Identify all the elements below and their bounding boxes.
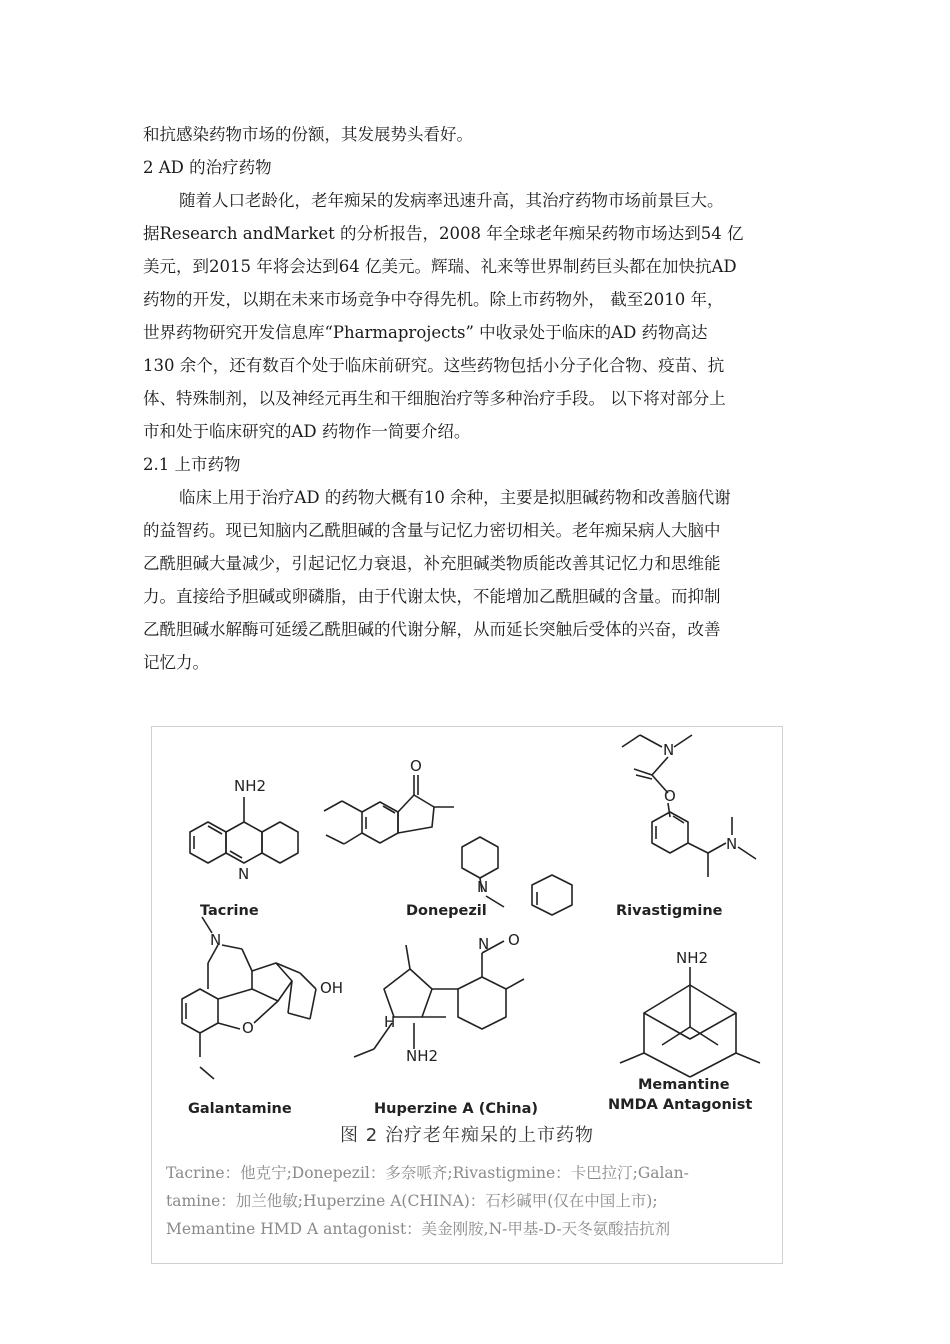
memantine-name: Memantine — [638, 1077, 730, 1093]
rivastigmine-structure — [622, 735, 756, 877]
memantine-structure — [620, 967, 760, 1077]
caption-line: tamine：加兰他敏;Huperzine A(CHINA)：石杉碱甲(仅在中国上市); — [166, 1192, 658, 1210]
huperzine-n-label: N — [478, 935, 490, 953]
paragraph-line: 据Research andMarket 的分析报告，2008 年全球老年痴呆药物市场达到54 亿 — [143, 224, 744, 243]
rivastigmine-name: Rivastigmine — [616, 903, 723, 919]
tacrine-n-label: N — [238, 865, 250, 883]
paragraph-line: 130 余个，还有数百个处于临床前研究。这些药物包括小分子化合物、疫苗、抗 — [143, 356, 725, 375]
rivastigmine-n-label: N — [663, 741, 675, 759]
caption-line: Tacrine：他克宁;Donepezil：多奈哌齐;Rivastigmine：卡巴拉汀;Galan- — [166, 1164, 689, 1182]
paragraph-line: 药物的开发，以期在未来市场竞争中夺得先机。除上市药物外， 截至2010 年， — [143, 290, 724, 309]
figure-drug-structures — [151, 726, 783, 1264]
donepezil-structure — [324, 775, 572, 915]
rivastigmine-n2-label: N — [726, 835, 738, 853]
paragraph-line: 世界药物研究开发信息库“Pharmaprojects” 中收录处于临床的AD 药物高达 — [143, 323, 708, 342]
donepezil-n-label: N — [477, 878, 489, 896]
paragraph-line: 记忆力。 — [143, 653, 209, 672]
donepezil-name: Donepezil — [406, 903, 487, 919]
paragraph-line: 乙酰胆碱水解酶可延缓乙酰胆碱的代谢分解，从而延长突触后受体的兴奋，改善 — [143, 620, 721, 639]
tacrine-name: Tacrine — [200, 903, 259, 919]
huperzine-structure — [354, 941, 524, 1057]
huperzine-o-label: O — [508, 931, 520, 949]
paragraph-line: 乙酰胆碱大量减少，引起记忆力衰退，补充胆碱类物质能改善其记忆力和思维能 — [143, 554, 721, 573]
tacrine-nh2-label: NH2 — [234, 777, 267, 795]
donepezil-o-label: O — [410, 757, 422, 775]
figure-title: 图 2 治疗老年痴呆的上市药物 — [340, 1125, 594, 1146]
galantamine-structure — [182, 917, 316, 1079]
tacrine-structure — [190, 797, 298, 863]
galantamine-oh-label: OH — [320, 979, 344, 997]
paragraph-line: 力。直接给予胆碱或卵磷脂，由于代谢太快，不能增加乙酰胆碱的含量。而抑制 — [143, 587, 721, 606]
huperzine-nh2-label: NH2 — [406, 1047, 439, 1065]
section-heading-2-1: 2.1 上市药物 — [143, 455, 241, 474]
structures-illustration — [152, 727, 782, 1127]
huperzine-name: Huperzine A (China) — [374, 1101, 539, 1117]
paragraph-line: 市和处于临床研究的AD 药物作一简要介绍。 — [143, 422, 471, 441]
galantamine-n-label: N — [210, 931, 222, 949]
galantamine-o-label: O — [242, 1019, 254, 1037]
paragraph-line: 的益智药。现已知脑内乙酰胆碱的含量与记忆力密切相关。老年痴呆病人大脑中 — [143, 521, 721, 540]
paragraph-line: 美元，到2015 年将会达到64 亿美元。辉瑞、礼来等世界制药巨头都在加快抗AD — [143, 257, 737, 276]
caption-line: Memantine HMD A antagonist：美金刚胺,N-甲基-D-天冬氨酸拮抗剂 — [166, 1220, 671, 1238]
section-heading-2: 2 AD 的治疗药物 — [143, 158, 272, 177]
memantine-subtitle: NMDA Antagonist — [608, 1097, 753, 1113]
body-text — [143, 118, 807, 679]
memantine-nh2-label: NH2 — [676, 949, 709, 967]
paragraph-line: 体、特殊制剂，以及神经元再生和干细胞治疗等多种治疗手段。 以下将对部分上 — [143, 389, 726, 408]
figure-caption — [166, 1159, 772, 1243]
paragraph-line: 随着人口老龄化，老年痴呆的发病率迅速升高，其治疗药物市场前景巨大。 — [179, 191, 724, 210]
huperzine-h-label: H — [384, 1013, 396, 1031]
rivastigmine-o-label: O — [664, 787, 676, 805]
galantamine-name: Galantamine — [188, 1101, 292, 1117]
paragraph-line: 和抗感染药物市场的份额，其发展势头看好。 — [143, 125, 473, 144]
paragraph-line: 临床上用于治疗AD 的药物大概有10 余种，主要是拟胆碱药物和改善脑代谢 — [179, 488, 731, 507]
